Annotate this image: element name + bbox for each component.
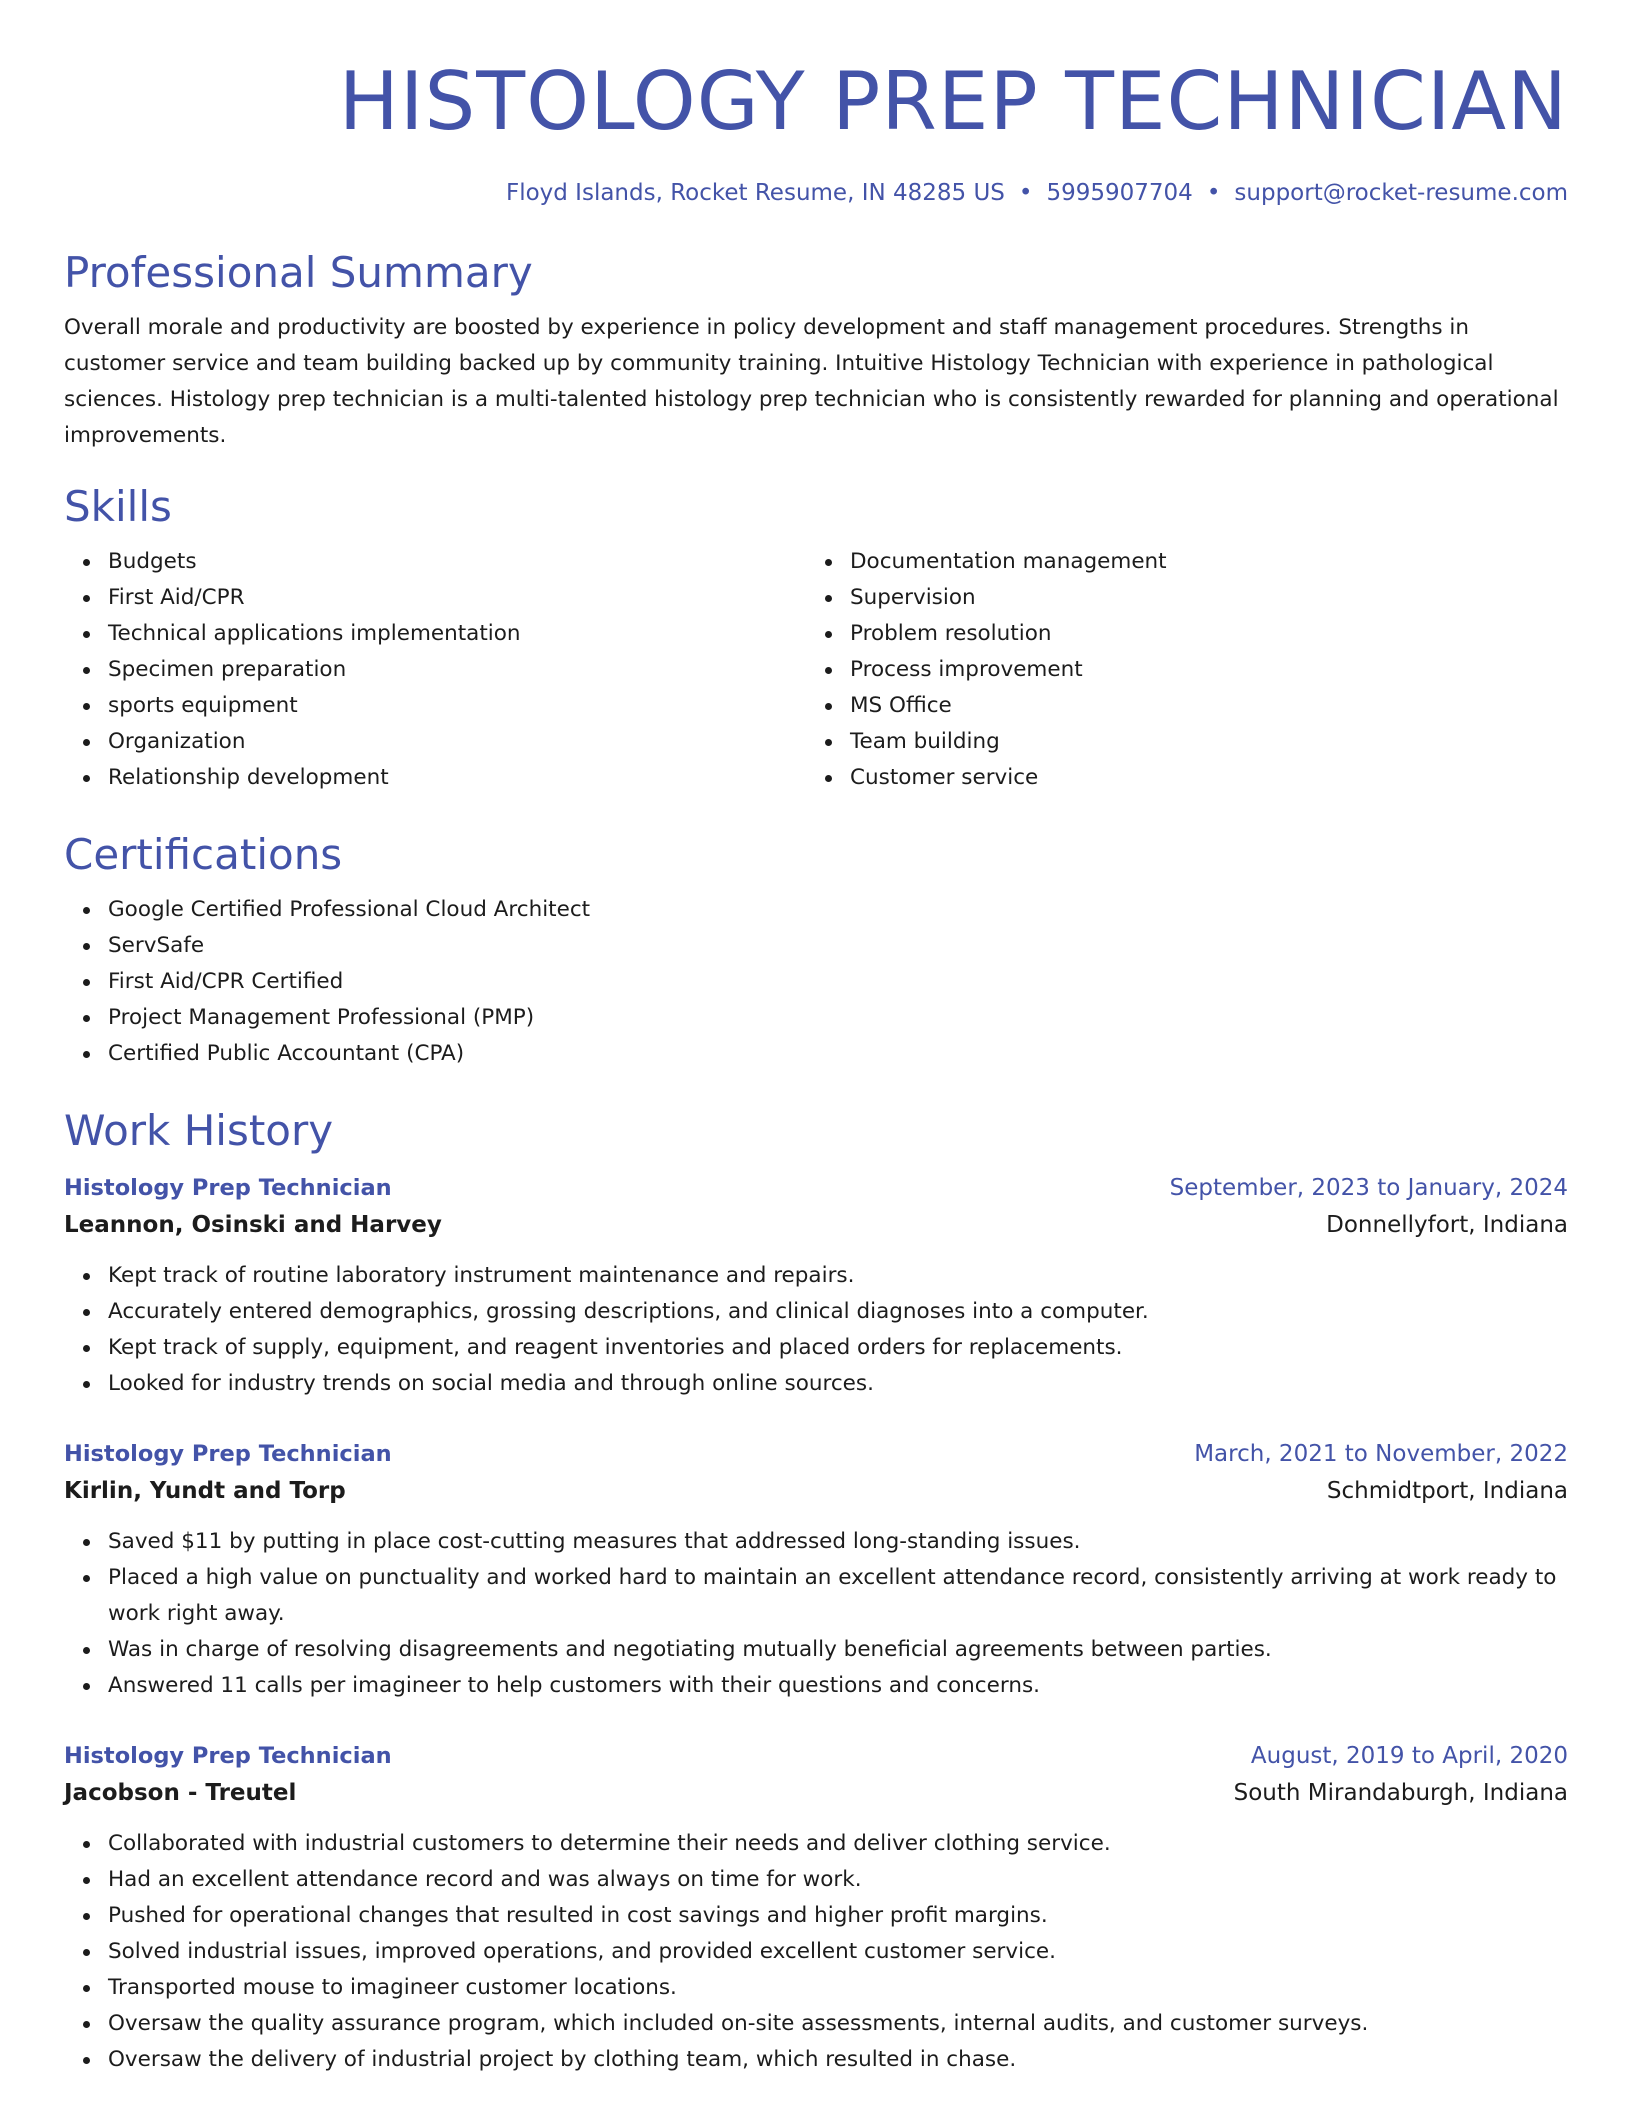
certification-item: First Aid/CPR Certified (108, 964, 1568, 1000)
skill-item: sports equipment (108, 688, 806, 724)
job-bullet: Kept track of routine laboratory instrument maintenance and repairs. (108, 1258, 1568, 1294)
job-bullet: Kept track of supply, equipment, and reagent inventories and placed orders for replacements. (108, 1330, 1568, 1366)
skill-item: Team building (850, 724, 1548, 760)
job-entry (64, 1436, 1568, 1704)
job-bullet: Oversaw the quality assurance program, which included on-site assessments, internal audits, and customer surveys. (108, 2006, 1568, 2042)
skill-item: First Aid/CPR (108, 580, 806, 616)
job-location: Schmidtport, Indiana (1326, 1478, 1568, 1504)
skill-item: MS Office (850, 688, 1548, 724)
skill-item: Customer service (850, 760, 1548, 796)
job-title: Histology Prep Technician (64, 1175, 392, 1201)
contact-phone: 5995907704 (1046, 180, 1193, 206)
skill-item: Process improvement (850, 652, 1548, 688)
skill-item: Organization (108, 724, 806, 760)
skill-item: Problem resolution (850, 616, 1548, 652)
certifications-list (64, 892, 1568, 1072)
job-bullets (64, 1524, 1568, 1704)
job-dates: March, 2021 to November, 2022 (1194, 1441, 1568, 1467)
job-bullet: Saved $11 by putting in place cost-cutting measures that addressed long-standing issues. (108, 1524, 1568, 1560)
job-header-row (64, 1738, 1568, 1774)
skill-item: Supervision (850, 580, 1548, 616)
certification-item: ServSafe (108, 928, 1568, 964)
job-company-row (64, 1774, 1568, 1812)
contact-line (64, 178, 1568, 208)
job-company: Kirlin, Yundt and Torp (64, 1478, 346, 1504)
contact-address: Floyd Islands, Rocket Resume, IN 48285 US (505, 180, 1005, 206)
skills-grid (64, 544, 1568, 796)
skills-list-left (64, 544, 806, 796)
job-bullet: Answered 11 calls per imagineer to help customers with their questions and concerns. (108, 1668, 1568, 1704)
summary-heading: Professional Summary (64, 248, 533, 297)
job-bullets (64, 1826, 1568, 2078)
work-history-heading: Work History (64, 1106, 334, 1155)
contact-email[interactable]: support@rocket-resume.com (1234, 180, 1568, 206)
job-bullet: Looked for industry trends on social media and through online sources. (108, 1366, 1568, 1402)
job-header-row (64, 1436, 1568, 1472)
job-bullet: Pushed for operational changes that resulted in cost savings and higher profit margins. (108, 1898, 1568, 1934)
job-header-row (64, 1170, 1568, 1206)
job-bullet: Was in charge of resolving disagreements and negotiating mutually beneficial agreements between parties. (108, 1632, 1568, 1668)
skills-list-right (806, 544, 1548, 796)
job-dates: September, 2023 to January, 2024 (1169, 1175, 1568, 1201)
job-company: Jacobson - Treutel (64, 1780, 297, 1806)
job-company-row (64, 1472, 1568, 1510)
resume-name: HISTOLOGY PREP TECHNICIAN (338, 55, 1568, 148)
certification-item: Project Management Professional (PMP) (108, 1000, 1568, 1036)
skills-column-right (806, 544, 1548, 796)
job-dates: August, 2019 to April, 2020 (1250, 1743, 1568, 1769)
job-title: Histology Prep Technician (64, 1743, 392, 1769)
certification-item: Certified Public Accountant (CPA) (108, 1036, 1568, 1072)
job-bullet: Oversaw the delivery of industrial project by clothing team, which resulted in chase. (108, 2042, 1568, 2078)
contact-separator: • (1206, 180, 1221, 206)
job-bullet: Accurately entered demographics, grossing descriptions, and clinical diagnoses into a computer. (108, 1294, 1568, 1330)
job-bullet: Placed a high value on punctuality and worked hard to maintain an excellent attendance record, consistently arriving at work ready to work right away. (108, 1560, 1568, 1632)
contact-separator: • (1018, 180, 1033, 206)
job-entry (64, 1170, 1568, 1402)
job-company-row (64, 1206, 1568, 1244)
job-bullets (64, 1258, 1568, 1402)
job-entry (64, 1738, 1568, 2078)
skill-item: Relationship development (108, 760, 806, 796)
job-bullet: Transported mouse to imagineer customer locations. (108, 1970, 1568, 2006)
certification-item: Google Certified Professional Cloud Architect (108, 892, 1568, 928)
job-location: South Mirandaburgh, Indiana (1233, 1780, 1568, 1806)
job-company: Leannon, Osinski and Harvey (64, 1212, 442, 1238)
skills-column-left (64, 544, 806, 796)
skill-item: Specimen preparation (108, 652, 806, 688)
job-bullet: Had an excellent attendance record and was always on time for work. (108, 1862, 1568, 1898)
skill-item: Budgets (108, 544, 806, 580)
skill-item: Documentation management (850, 544, 1548, 580)
job-location: Donnellyfort, Indiana (1326, 1212, 1568, 1238)
skills-heading: Skills (64, 482, 172, 531)
certifications-heading: Certifications (64, 830, 343, 879)
skill-item: Technical applications implementation (108, 616, 806, 652)
job-title: Histology Prep Technician (64, 1441, 392, 1467)
summary-text: Overall morale and productivity are boosted by experience in policy development and staff management procedures. Strengths in customer service and team building backed up by community training. Intuitive Histology Technician with experience in pathological sciences. Histology prep technician is a multi-talented histology prep technician who is consistently rewarded for planning and operational improvements. (64, 315, 1559, 448)
job-bullet: Solved industrial issues, improved operations, and provided excellent customer service. (108, 1934, 1568, 1970)
job-bullet: Collaborated with industrial customers to determine their needs and deliver clothing service. (108, 1826, 1568, 1862)
